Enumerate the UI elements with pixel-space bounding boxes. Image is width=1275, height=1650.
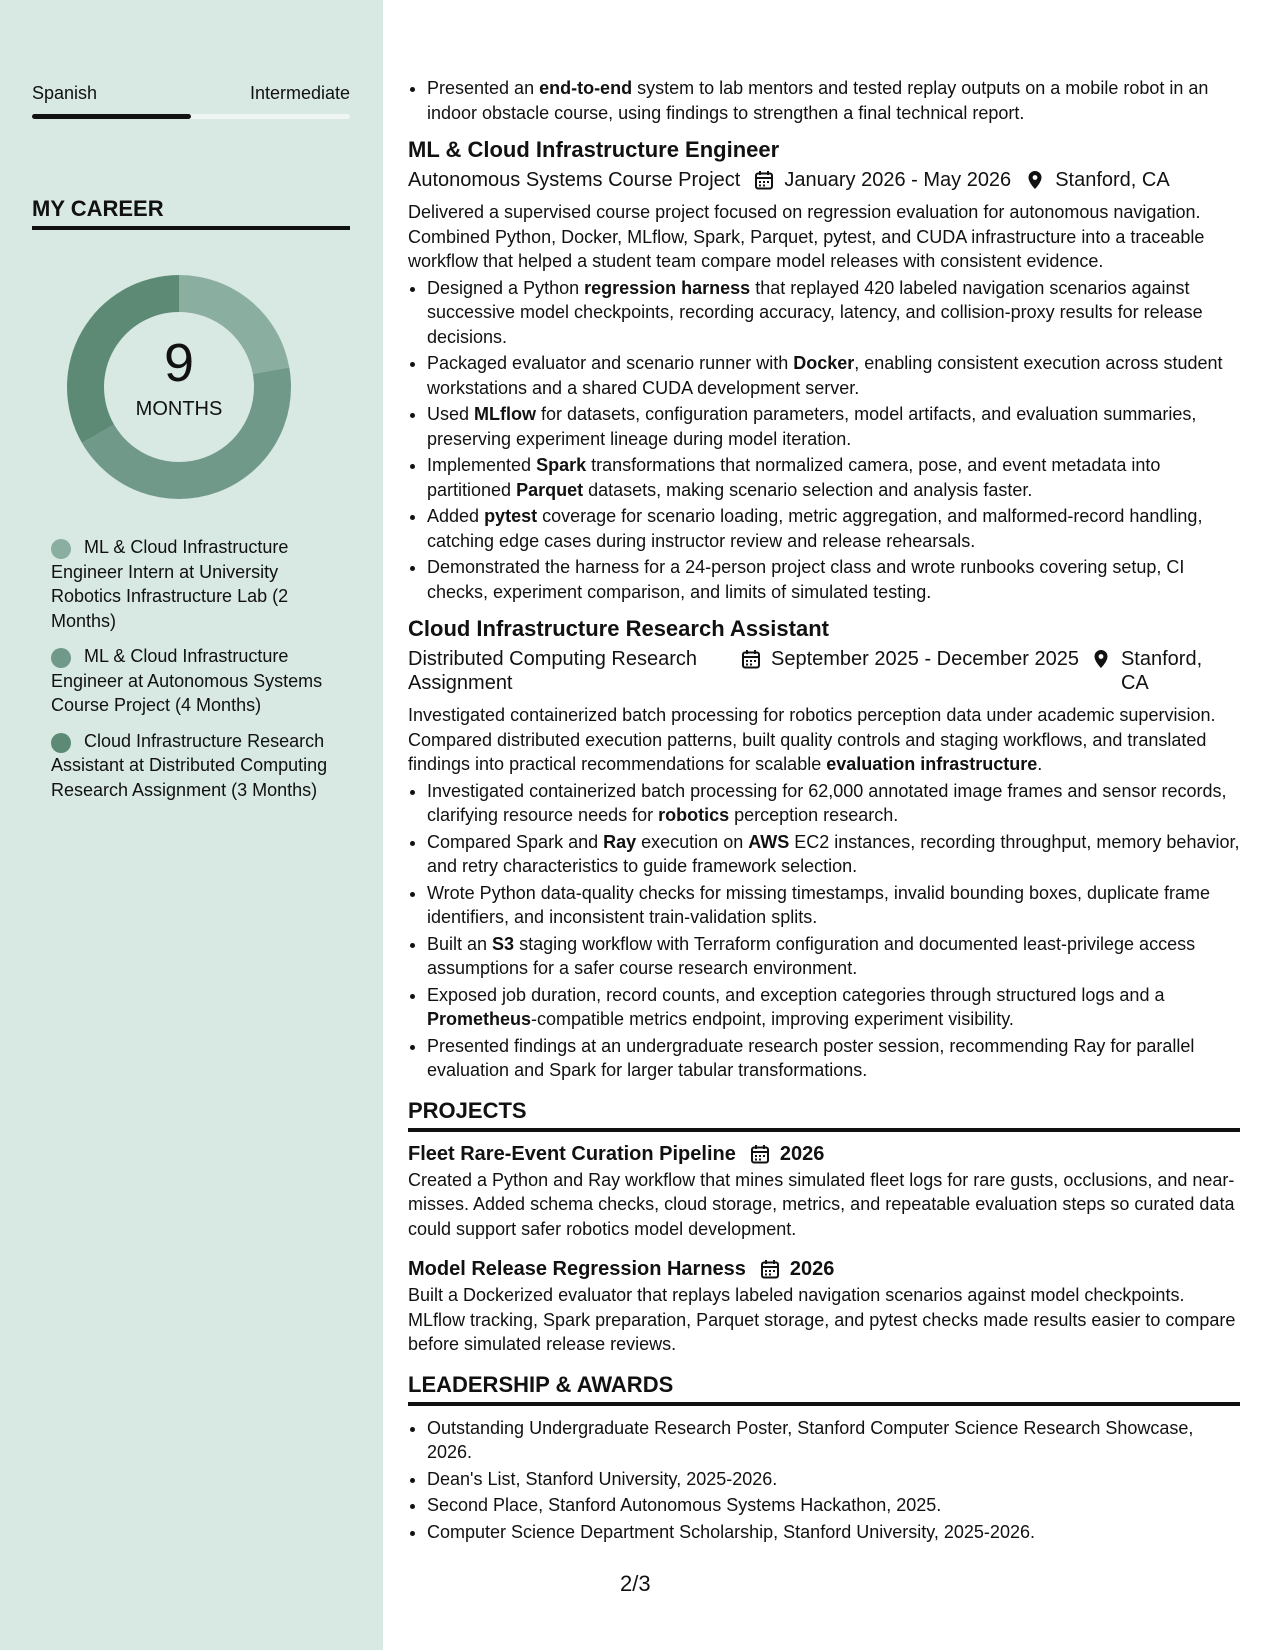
job-dates: January 2026 - May 2026 [754,168,1011,192]
list-item: • Presented findings at an undergraduate research poster session, recommending Ray for parallel evaluation and Spark for larger tabular transformations. [427,1034,1240,1083]
list-item: • Outstanding Undergraduate Research Poster, Stanford Computer Science Research Showcase, 2026. [427,1416,1240,1465]
career-donut-chart [66,274,292,500]
job-bullets [408,276,1240,605]
job-description: Investigated containerized batch processing for robotics perception data under academic supervision. Compared distributed execution patterns, built quality controls and staging workflows, and translated findings into practical recommendations for scalable evaluation infrastructure. [408,705,1216,774]
list-item: • Added pytest coverage for scenario loading, metric aggregation, and malformed-record handling, catching edge cases during instructor review and release rehearsals. [427,504,1240,553]
projects-section-rule [408,1128,1240,1132]
job-title: ML & Cloud Infrastructure Engineer [408,137,780,162]
list-item: • Used MLflow for datasets, configuration parameters, model artifacts, and evaluation summaries, preserving experiment lineage during model iteration. [427,402,1240,451]
career-section-title: MY CAREER [32,196,164,221]
career-item [51,729,331,803]
project-description: Created a Python and Ray workflow that mines simulated fleet logs for rare gusts, occlusions, and near-misses. Added schema checks, cloud storage, metrics, and repeatable evaluation steps so curated data could support safer robotics model development. [408,1169,1235,1239]
list-item: • Designed a Python regression harness that replayed 420 labeled navigation scenarios against successive model checkpoints, recording accuracy, latency, and collision-proxy results for release decisions. [427,276,1240,350]
project-title: Model Release Regression Harness 2026 [408,1255,1240,1283]
career-item-text: ML & Cloud Infrastructure Engineer at Autonomous Systems Course Project (4 Months) [51,646,323,715]
calendar-icon [754,170,774,190]
awards-section-rule [408,1402,1240,1406]
career-item-text: Cloud Infrastructure Research Assistant at Distributed Computing Research Assignment (3 Months) [51,730,328,800]
list-item: • Wrote Python data-quality checks for missing timestamps, invalid bounding boxes, duplicate frame identifiers, and inconsistent train-validation splits. [427,881,1240,930]
calendar-icon [760,1259,780,1279]
list-item: • Built an S3 staging workflow with Terraform configuration and documented least-privilege access assumptions for a safer course research environment. [427,932,1240,981]
job-org: Distributed Computing Research Assignment [408,648,698,694]
donut-segment [179,275,289,374]
career-total-value: 9 [163,333,195,393]
page-number: 2/3 [620,1571,651,1596]
project-title: Fleet Rare-Event Curation Pipeline 2026 [408,1140,1240,1168]
map-pin-icon [1091,649,1111,669]
career-item [51,535,331,633]
list-item: • Demonstrated the harness for a 24-person project class and wrote runbooks covering setup, CI checks, experiment comparison, and limits of simulated testing. [427,555,1240,604]
intro-bullets [408,76,1240,125]
main-content [408,76,1240,1546]
map-pin-icon [1025,170,1045,190]
awards-section-title: LEADERSHIP & AWARDS [408,1371,674,1397]
list-item: • Implemented Spark transformations that normalized camera, pose, and event metadata into partitioned Parquet datasets, making scenario selection and analysis faster. [427,453,1240,502]
job-dates: September 2025 - December 2025 [741,647,1079,695]
language-name: Spanish [32,83,98,103]
list-item: • Second Place, Stanford Autonomous Systems Hackathon, 2025. [427,1493,1240,1518]
list-item: • Exposed job duration, record counts, and exception categories through structured logs and a Prometheus-compatible metrics endpoint, improving experiment visibility. [427,983,1240,1032]
job-location: Stanford, CA [1025,168,1170,192]
projects-section-title: PROJECTS [408,1097,527,1123]
language-row [32,81,350,105]
list-item: • Compared Spark and Ray execution on AWS EC2 instances, recording throughput, memory behavior, and retry characteristics to guide framework selection. [427,830,1240,879]
calendar-icon [741,649,761,669]
language-level: Intermediate [249,83,350,103]
language-proficiency-bar [32,114,350,119]
calendar-icon [750,1144,770,1164]
career-item-text: ML & Cloud Infrastructure Engineer Intern at University Robotics Infrastructure Lab (2 Months) [51,537,289,631]
job-org: Autonomous Systems Course Project [408,169,741,191]
job-description: Delivered a supervised course project focused on regression evaluation for autonomous navigation. Combined Python, Docker, MLflow, Spark, Parquet, pytest, and CUDA infrastructure into a traceable workflow that helped a student team compare model releases with consistent evidence. [408,202,1205,271]
career-legend-dot [51,648,71,668]
list-item: • Computer Science Department Scholarship, Stanford University, 2025-2026. [427,1520,1240,1545]
career-total-unit: MONTHS [135,398,223,420]
job-meta [408,647,1240,695]
career-list [51,535,331,813]
job-title: Cloud Infrastructure Research Assistant [408,616,829,641]
project-year: 2026 [779,1142,825,1165]
job-meta [408,168,1240,192]
career-legend-dot [51,539,71,559]
sidebar [0,0,383,1650]
list-item: • Dean's List, Stanford University, 2025-2026. [427,1467,1240,1492]
list-item: • Presented an end-to-end system to lab mentors and tested replay outputs on a mobile robot in an indoor obstacle course, using findings to strengthen a final technical report. [427,76,1240,125]
job-location: Stanford, CA [1091,647,1211,695]
language-proficiency-fill [32,114,191,119]
career-section-rule [32,226,350,230]
career-item [51,644,331,718]
project-year: 2026 [789,1258,835,1280]
list-item: • Packaged evaluator and scenario runner with Docker, enabling consistent execution across student workstations and a shared CUDA development server. [427,351,1240,400]
career-legend-dot [51,733,71,753]
job-bullets [408,779,1240,1083]
project-description: Built a Dockerized evaluator that replays labeled navigation scenarios against model checkpoints. MLflow tracking, Spark preparation, Parquet storage, and pytest checks made results easier to compare before simulated release reviews. [408,1285,1236,1354]
list-item: • Investigated containerized batch processing for 62,000 annotated image frames and sensor records, clarifying resource needs for robotics perception research. [427,779,1240,828]
awards-list [408,1416,1240,1545]
